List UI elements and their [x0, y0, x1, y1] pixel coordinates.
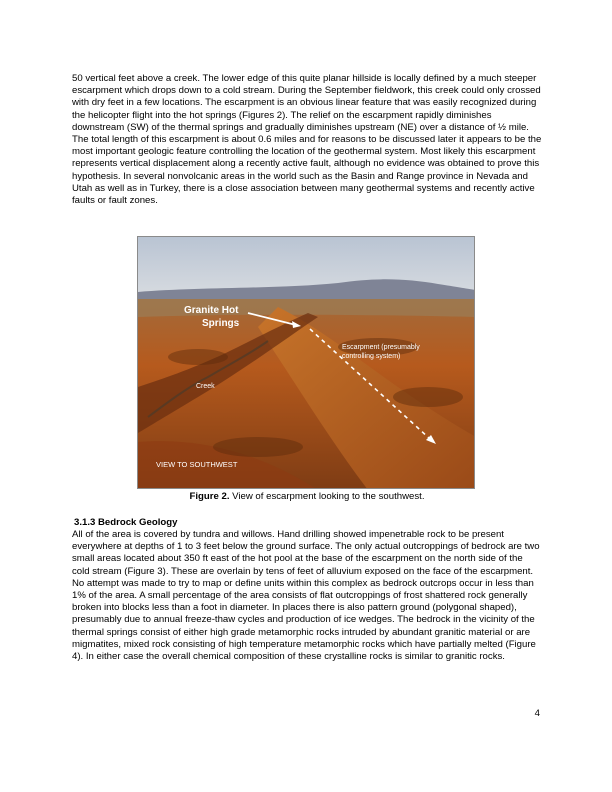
figure-label: Figure 2.	[189, 491, 230, 502]
body-paragraph-1: 50 vertical feet above a creek. The lower edge of this quite planar hillside is locally defined by a much steeper escarpment which drops down to a cold stream. During the September fieldwork, this creek could only crossed with dry feet in a few locations. The escarpment is an obvious linear feature that was easily recognized during the helicopter flight into the hot springs (Figures 2). The relief on the escarpment rapidly diminishes downstream (SW) of the thermal springs and gradually diminishes upstream (NE) over a distance of ½ mile. The total length of this escarpment is about 0.6 miles and for reasons to be discussed later it appears to be the most important geologic feature controlling the location of the geothermal system. Most likely this escarpment represents vertical displacement along a recently active fault, although no evidence was obtained to prove this hypothesis. In several nonvolcanic areas in the world such as the Basin and Range province in Nevada and Utah as well as in Turkey, there is a close association between many geothermal systems and recently active faults or fault zones.	[72, 73, 542, 207]
figure-caption-text: View of escarpment looking to the southwest.	[229, 491, 425, 502]
label-creek: Creek	[196, 383, 215, 390]
page-number: 4	[534, 708, 540, 719]
label-view-direction: VIEW TO SOUTHWEST	[156, 460, 238, 469]
label-escarpment-line2: controlling system)	[342, 353, 401, 360]
section-heading: 3.1.3 Bedrock Geology	[74, 517, 178, 528]
figure-2-photo	[137, 236, 475, 489]
label-hot-springs-line1: Granite Hot	[184, 305, 239, 316]
figure-caption	[72, 491, 542, 503]
label-hot-springs-line2: Springs	[202, 318, 240, 329]
body-paragraph-2: All of the area is covered by tundra and willows. Hand drilling showed impenetrable rock to be present everywhere at depths of 1 to 3 feet below the ground surface. The only actual outcroppings of bedrock are two small areas located about 350 ft east of the hot pool at the base of the escarpment on the north side of the cold stream (Figure 3). These are overlain by tens of feet of alluvium exposed on the face of the escarpment. No attempt was made to try to map or define units within this complex as bedrock outcrops occur in less than 1% of the area. A small percentage of the area consists of flat outcroppings of frost shattered rock generally broken into blocks less than a foot in diameter. In places there is also pattern ground (polygonal shaped), presumably due to annual freeze-thaw cycles and production of ice wedges. The bedrock in the vicinity of the thermal springs consist of either high grade metamorphic rocks intruded by abundant granitic material or are migmatites, mixed rock consisting of high temperature metamorphic rocks which have partially melted (Figure 4). In either case the overall chemical composition of these crystalline rocks is similar to granitic rocks.	[72, 529, 540, 663]
escarpment-photo	[138, 237, 475, 489]
label-escarpment-line1: Escarpment (presumably	[342, 344, 420, 351]
